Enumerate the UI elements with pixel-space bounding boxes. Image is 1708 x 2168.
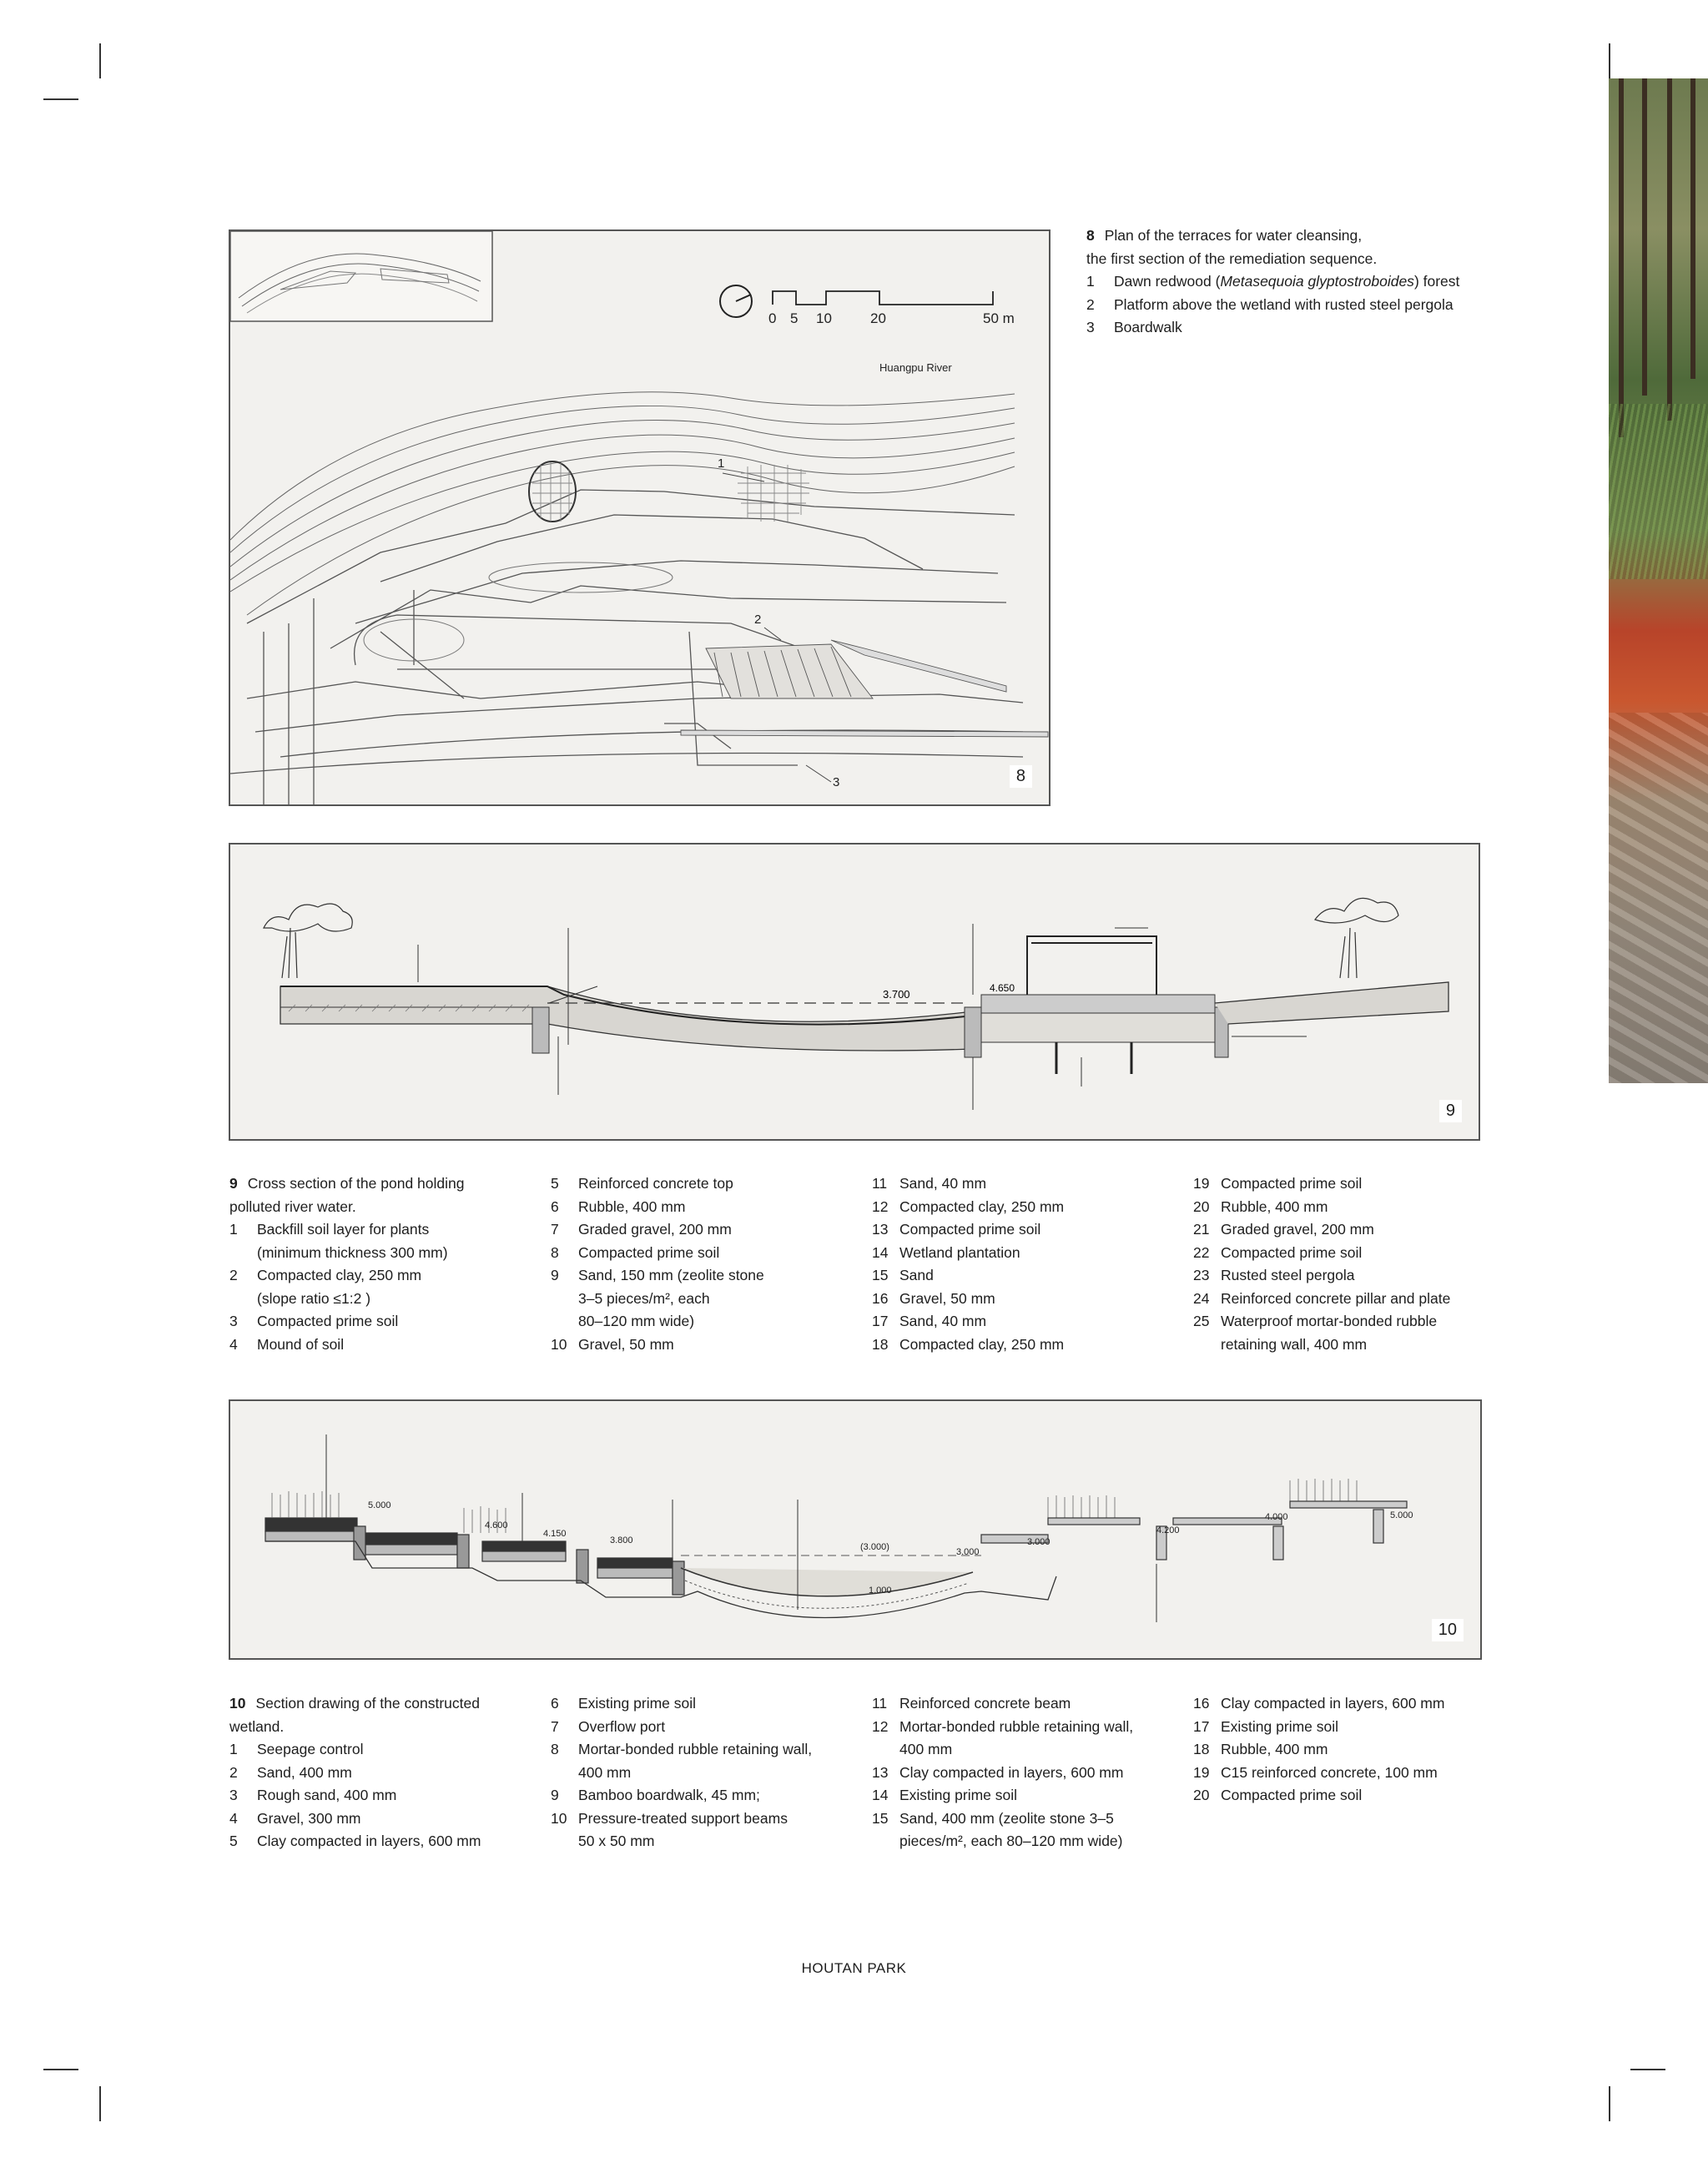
- item-number: 24: [1193, 1289, 1210, 1307]
- item-text: Rubble, 400 mm: [578, 1197, 686, 1215]
- caption-item-line: [229, 1808, 538, 1831]
- caption-item: [1086, 316, 1554, 340]
- item-text: 80–120 mm wide): [578, 1313, 695, 1329]
- item-text: C15 reinforced concrete, 100 mm: [1221, 1763, 1438, 1781]
- caption-item-line: [229, 1830, 538, 1853]
- caption-item-line: [551, 1288, 859, 1311]
- figure-8-plan: [229, 229, 1050, 806]
- caption-number: 8: [1086, 227, 1095, 244]
- scale-tick: 0: [768, 310, 777, 326]
- caption-item-line: [551, 1762, 859, 1785]
- figure-10-caption-col1: [229, 1692, 538, 1853]
- item-text: Gravel, 50 mm: [899, 1289, 995, 1307]
- caption-item-line: [872, 1242, 1181, 1265]
- item-number: 13: [872, 1763, 889, 1781]
- elevation-label: 3.800: [610, 1535, 633, 1545]
- crop-mark: [1609, 43, 1610, 78]
- figure-9-caption-col4: [1193, 1172, 1519, 1356]
- caption-item-line: [872, 1264, 1181, 1288]
- item-text: Compacted clay, 250 mm: [899, 1197, 1065, 1215]
- crop-mark: [1630, 2069, 1665, 2070]
- item-number: 16: [872, 1289, 889, 1307]
- item-number: 12: [872, 1717, 889, 1735]
- item-number: 6: [551, 1197, 559, 1215]
- item-text: Pressure-treated support beams: [578, 1809, 788, 1827]
- caption-item-line: [551, 1334, 859, 1357]
- item-text: Compacted prime soil: [1221, 1787, 1363, 1803]
- crop-mark: [43, 98, 78, 100]
- running-footer: HOUTAN PARK: [801, 1960, 907, 1976]
- item-number: 13: [872, 1221, 889, 1238]
- caption-item-line: [551, 1692, 859, 1716]
- item-number: 5: [229, 1833, 238, 1849]
- caption-item-line: [1193, 1334, 1519, 1357]
- caption-item-line: [551, 1264, 859, 1288]
- item-text: pieces/m², each 80–120 mm wide): [899, 1833, 1123, 1849]
- item-number: 7: [551, 1717, 559, 1735]
- item-number: 6: [551, 1695, 559, 1712]
- scale-tick: 50 m: [983, 310, 1015, 326]
- caption-heading-text: Section drawing of the constructed: [255, 1695, 480, 1712]
- item-number: 17: [872, 1313, 889, 1329]
- item-text: Overflow port: [578, 1717, 666, 1735]
- item-number: 14: [872, 1243, 889, 1261]
- item-text: 50 x 50 mm: [578, 1833, 655, 1849]
- caption-item-line: [229, 1784, 538, 1808]
- item-text: Wetland plantation: [899, 1243, 1020, 1261]
- item-number: 9: [551, 1267, 559, 1283]
- item-text: Existing prime soil: [1221, 1717, 1339, 1735]
- item-text: Dawn redwood (: [1114, 273, 1221, 290]
- caption-list: [229, 1738, 538, 1853]
- caption-item-line: [1193, 1172, 1519, 1196]
- caption-heading-2: wetland.: [229, 1717, 285, 1735]
- crop-mark: [99, 2086, 101, 2121]
- caption-heading-2: the first section of the remediation sequence.: [1086, 250, 1378, 267]
- item-number: 3: [229, 1313, 238, 1329]
- item-text: Graded gravel, 200 mm: [578, 1221, 732, 1238]
- scale-tick: 20: [870, 310, 886, 326]
- caption-item-line: [229, 1310, 538, 1334]
- item-text: Sand, 150 mm (zeolite stone: [578, 1267, 764, 1283]
- elevation-label: 4.200: [1156, 1525, 1180, 1535]
- callout-2: 2: [754, 613, 762, 627]
- item-number: 2: [229, 1267, 238, 1283]
- caption-heading-text: Plan of the terraces for water cleansing,: [1104, 227, 1363, 244]
- scale-tick: 10: [816, 310, 832, 326]
- caption-item-line: [551, 1218, 859, 1242]
- caption-item-line: [551, 1242, 859, 1265]
- item-number: 3: [229, 1787, 238, 1803]
- caption-item-line: [1193, 1218, 1519, 1242]
- item-number: 9: [551, 1787, 559, 1803]
- item-text: Seepage control: [257, 1741, 364, 1757]
- caption-item-line: [551, 1784, 859, 1808]
- item-text: Gravel, 50 mm: [578, 1335, 674, 1353]
- item-text: Rubble, 400 mm: [1221, 1197, 1328, 1215]
- scale-tick: 5: [790, 310, 799, 326]
- caption-list: [872, 1692, 1181, 1853]
- caption-item-line: [1193, 1242, 1519, 1265]
- callout-3: 3: [833, 775, 840, 789]
- figure-number: 9: [1439, 1100, 1462, 1122]
- item-text: 3–5 pieces/m², each: [578, 1289, 710, 1307]
- figure-10-caption-col3: [872, 1692, 1181, 1853]
- item-number: 22: [1193, 1243, 1210, 1261]
- item-text: Rubble, 400 mm: [1221, 1741, 1328, 1757]
- caption-item-line: [551, 1830, 859, 1853]
- caption-item-line: [872, 1288, 1181, 1311]
- caption-heading: [229, 1172, 538, 1196]
- item-text: Gravel, 300 mm: [257, 1809, 361, 1827]
- caption-heading: [1086, 224, 1554, 248]
- caption-list: [551, 1172, 859, 1356]
- caption-item-line: [551, 1172, 859, 1196]
- caption-number: 9: [229, 1175, 238, 1192]
- item-text: Rough sand, 400 mm: [257, 1787, 397, 1803]
- caption-item: [1086, 270, 1554, 294]
- elevation-label: 5.000: [1390, 1510, 1413, 1520]
- caption-item-line: [229, 1218, 538, 1242]
- crop-mark: [99, 43, 101, 78]
- item-number: 8: [551, 1243, 559, 1261]
- item-text: Compacted prime soil: [1221, 1243, 1363, 1261]
- caption-heading-2: polluted river water.: [229, 1197, 356, 1215]
- caption-item-line: [551, 1196, 859, 1219]
- elevation-label: 5.000: [368, 1500, 391, 1510]
- item-number: 18: [1193, 1741, 1210, 1757]
- crop-mark: [43, 2069, 78, 2070]
- item-text: Graded gravel, 200 mm: [1221, 1221, 1374, 1238]
- figure-9-caption-col2: [551, 1172, 859, 1356]
- item-text: Compacted prime soil: [1221, 1175, 1363, 1192]
- item-number: 21: [1193, 1221, 1210, 1238]
- caption-item-line: [872, 1196, 1181, 1219]
- item-text: Sand, 40 mm: [899, 1175, 987, 1192]
- caption-item-line: [229, 1242, 538, 1265]
- figure-10-section: [229, 1399, 1482, 1660]
- item-number: 2: [1086, 295, 1095, 313]
- caption-item-line: [872, 1762, 1181, 1785]
- caption-item-line: [872, 1830, 1181, 1853]
- elevation-label: 4.600: [485, 1520, 508, 1530]
- item-text: Clay compacted in layers, 600 mm: [1221, 1695, 1445, 1712]
- item-text: Bamboo boardwalk, 45 mm;: [578, 1787, 760, 1803]
- caption-list: [1193, 1692, 1527, 1808]
- figure-9-caption-col3: [872, 1172, 1181, 1356]
- item-number: 8: [551, 1741, 559, 1757]
- item-text: Waterproof mortar-bonded rubble: [1221, 1313, 1438, 1329]
- item-text: Mound of soil: [257, 1335, 345, 1353]
- item-number: 15: [872, 1267, 889, 1283]
- figure-9-caption-col1: [229, 1172, 538, 1356]
- elevation-platform: 4.650: [990, 982, 1015, 994]
- item-number: 12: [872, 1197, 889, 1215]
- elevation-label: 3.000: [1027, 1537, 1050, 1547]
- figure-8-caption: [1086, 224, 1554, 340]
- landscape-photo: [1609, 78, 1708, 1083]
- caption-item-line: [229, 1738, 538, 1762]
- elevation-label: 3.000: [956, 1547, 980, 1557]
- caption-item-line: [872, 1784, 1181, 1808]
- caption-list: [551, 1692, 859, 1853]
- item-text: Existing prime soil: [899, 1787, 1018, 1803]
- item-number: 19: [1193, 1175, 1210, 1192]
- caption-item-line: [872, 1808, 1181, 1831]
- item-text: Boardwalk: [1114, 319, 1182, 335]
- item-number: 23: [1193, 1267, 1210, 1283]
- item-text: Compacted clay, 250 mm: [257, 1267, 422, 1283]
- caption-item-line: [872, 1172, 1181, 1196]
- item-number: 1: [229, 1741, 238, 1757]
- caption-item-line: [551, 1808, 859, 1831]
- caption-list: [872, 1172, 1181, 1356]
- item-number: 17: [1193, 1717, 1210, 1735]
- item-number: 2: [229, 1763, 238, 1781]
- item-number: 18: [872, 1335, 889, 1353]
- caption-item-line: [872, 1310, 1181, 1334]
- caption-item-line: [229, 1264, 538, 1288]
- river-label: Huangpu River: [879, 361, 952, 374]
- item-number: 19: [1193, 1763, 1210, 1781]
- item-number: 11: [872, 1175, 888, 1192]
- item-text: Platform above the wetland with rusted steel pergola: [1114, 295, 1454, 313]
- caption-item-line: [1193, 1738, 1527, 1762]
- elevation-label: 4.000: [1265, 1512, 1288, 1522]
- item-text: Reinforced concrete pillar and plate: [1221, 1289, 1451, 1307]
- item-text: Compacted prime soil: [257, 1313, 399, 1329]
- item-text: Mortar-bonded rubble retaining wall,: [899, 1717, 1134, 1735]
- item-text: 400 mm: [578, 1763, 632, 1781]
- caption-item-line: [872, 1692, 1181, 1716]
- item-text: (minimum thickness 300 mm): [257, 1243, 448, 1261]
- item-text: Clay compacted in layers, 600 mm: [257, 1833, 481, 1849]
- item-number: 4: [229, 1809, 238, 1827]
- figure-9-section: [229, 843, 1480, 1141]
- item-number: 25: [1193, 1313, 1210, 1329]
- caption-item-line: [551, 1716, 859, 1739]
- item-text: 400 mm: [899, 1741, 953, 1757]
- item-text: Reinforced concrete beam: [899, 1695, 1071, 1712]
- item-number: 20: [1193, 1787, 1210, 1803]
- elevation-water: 3.700: [883, 988, 910, 1001]
- elevation-label: (3.000): [860, 1542, 889, 1552]
- caption-item-line: [1193, 1196, 1519, 1219]
- caption-item-line: [229, 1334, 538, 1357]
- item-text-italic: Metasequoia glyptostroboides: [1220, 273, 1414, 290]
- item-number: 3: [1086, 319, 1095, 335]
- caption-item-line: [229, 1762, 538, 1785]
- caption-item-line: [551, 1738, 859, 1762]
- caption-item-line: [872, 1334, 1181, 1357]
- item-number: 5: [551, 1175, 559, 1192]
- item-text: Backfill soil layer for plants: [257, 1221, 430, 1238]
- item-number: 1: [1086, 273, 1095, 290]
- caption-item-line: [1193, 1762, 1527, 1785]
- caption-item-line: [1193, 1310, 1519, 1334]
- item-text: Clay compacted in layers, 600 mm: [899, 1763, 1124, 1781]
- item-text: Rusted steel pergola: [1221, 1267, 1355, 1283]
- caption-item-line: [1193, 1264, 1519, 1288]
- item-text: retaining wall, 400 mm: [1221, 1335, 1368, 1353]
- elevation-label: 1.000: [869, 1586, 892, 1596]
- caption-item-line: [1193, 1288, 1519, 1311]
- figure-number: 8: [1010, 765, 1032, 788]
- item-text: ) forest: [1413, 273, 1460, 290]
- item-text: Compacted prime soil: [899, 1221, 1041, 1238]
- caption-list: [229, 1218, 538, 1356]
- caption-item: [1086, 294, 1554, 317]
- item-number: 1: [229, 1221, 238, 1238]
- callout-1: 1: [718, 456, 725, 471]
- caption-item-line: [872, 1218, 1181, 1242]
- item-text: Sand, 400 mm (zeolite stone 3–5: [899, 1809, 1114, 1827]
- figure-number: 10: [1432, 1619, 1464, 1641]
- caption-heading-text: Cross section of the pond holding: [247, 1175, 465, 1192]
- item-number: 11: [872, 1695, 888, 1712]
- item-text: (slope ratio ≤1:2 ): [257, 1289, 371, 1307]
- caption-item-line: [1193, 1784, 1527, 1808]
- caption-item-line: [872, 1716, 1181, 1739]
- item-text: Sand: [899, 1267, 934, 1283]
- caption-item-line: [1193, 1716, 1527, 1739]
- item-text: Sand, 400 mm: [257, 1763, 352, 1781]
- caption-item-line: [872, 1738, 1181, 1762]
- item-text: Sand, 40 mm: [899, 1313, 987, 1329]
- caption-item-line: [1193, 1692, 1527, 1716]
- item-number: 4: [229, 1335, 238, 1353]
- item-number: 15: [872, 1809, 889, 1827]
- item-number: 16: [1193, 1695, 1210, 1712]
- item-text: Compacted prime soil: [578, 1243, 720, 1261]
- figure-10-caption-col2: [551, 1692, 859, 1853]
- caption-list: [1193, 1172, 1519, 1356]
- item-text: Reinforced concrete top: [578, 1175, 733, 1192]
- item-number: 10: [551, 1335, 567, 1353]
- elevation-label: 4.150: [543, 1529, 567, 1539]
- caption-item-line: [551, 1310, 859, 1334]
- caption-number: 10: [229, 1695, 246, 1712]
- caption-heading: [229, 1692, 538, 1716]
- crop-mark: [1609, 2086, 1610, 2121]
- figure-10-caption-col4: [1193, 1692, 1527, 1808]
- caption-item-line: [229, 1288, 538, 1311]
- item-number: 7: [551, 1221, 559, 1238]
- item-text: Compacted clay, 250 mm: [899, 1335, 1065, 1353]
- item-number: 14: [872, 1787, 889, 1803]
- item-number: 20: [1193, 1197, 1210, 1215]
- item-text: Existing prime soil: [578, 1695, 697, 1712]
- item-text: Mortar-bonded rubble retaining wall,: [578, 1741, 813, 1757]
- item-number: 10: [551, 1809, 567, 1827]
